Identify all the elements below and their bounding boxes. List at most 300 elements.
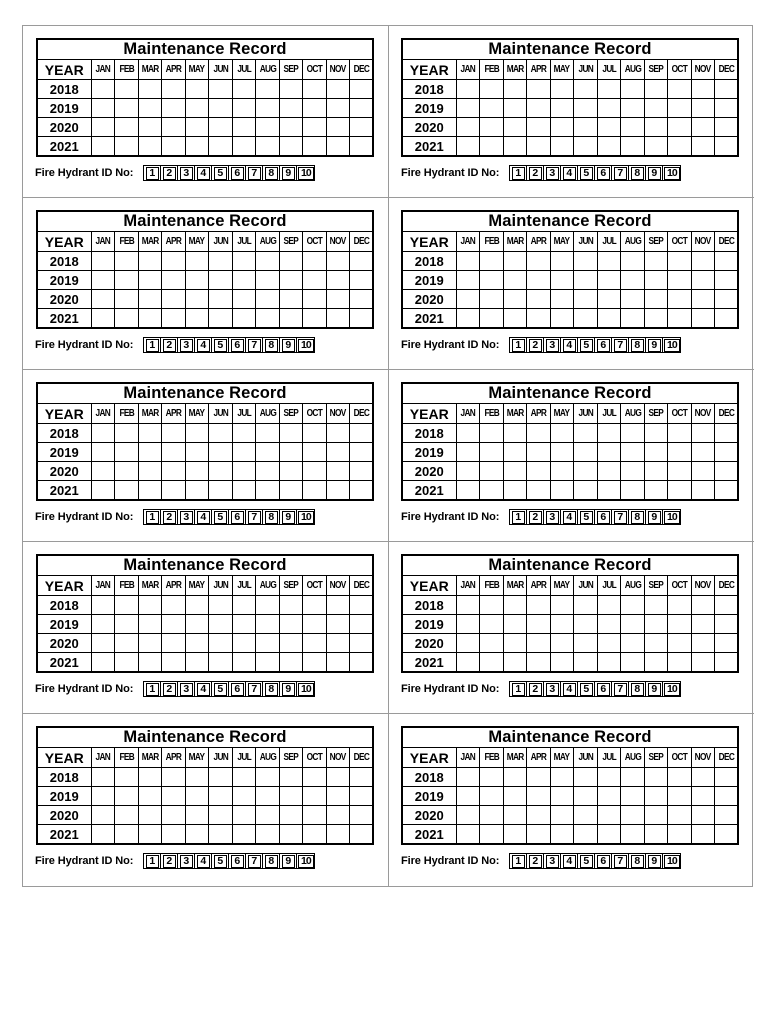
check-cell[interactable] bbox=[232, 271, 256, 290]
check-cell[interactable] bbox=[350, 634, 374, 653]
check-cell[interactable] bbox=[326, 99, 350, 118]
hydrant-id-box[interactable]: 9 bbox=[646, 510, 663, 524]
hydrant-id-box[interactable]: 3 bbox=[178, 166, 195, 180]
check-cell[interactable] bbox=[691, 252, 715, 271]
hydrant-id-box[interactable]: 8 bbox=[629, 338, 646, 352]
check-cell[interactable] bbox=[138, 137, 162, 157]
hydrant-id-box[interactable]: 6 bbox=[595, 854, 612, 868]
hydrant-id-box[interactable]: 7 bbox=[246, 682, 263, 696]
check-cell[interactable] bbox=[668, 615, 692, 634]
check-cell[interactable] bbox=[326, 118, 350, 137]
check-cell[interactable] bbox=[621, 271, 645, 290]
check-cell[interactable] bbox=[91, 118, 115, 137]
check-cell[interactable] bbox=[527, 309, 551, 329]
check-cell[interactable] bbox=[621, 825, 645, 845]
check-cell[interactable] bbox=[480, 615, 504, 634]
check-cell[interactable] bbox=[621, 309, 645, 329]
check-cell[interactable] bbox=[209, 271, 233, 290]
check-cell[interactable] bbox=[527, 768, 551, 787]
check-cell[interactable] bbox=[715, 481, 739, 501]
hydrant-id-box[interactable]: 3 bbox=[544, 338, 561, 352]
hydrant-id-box[interactable]: 1 bbox=[510, 338, 527, 352]
check-cell[interactable] bbox=[621, 615, 645, 634]
check-cell[interactable] bbox=[574, 424, 598, 443]
check-cell[interactable] bbox=[91, 596, 115, 615]
check-cell[interactable] bbox=[456, 137, 480, 157]
check-cell[interactable] bbox=[162, 271, 186, 290]
check-cell[interactable] bbox=[550, 309, 574, 329]
hydrant-id-box[interactable]: 9 bbox=[646, 854, 663, 868]
check-cell[interactable] bbox=[715, 80, 739, 99]
check-cell[interactable] bbox=[621, 596, 645, 615]
hydrant-id-box[interactable]: 1 bbox=[144, 854, 161, 868]
hydrant-id-box[interactable]: 1 bbox=[144, 338, 161, 352]
hydrant-id-box[interactable]: 3 bbox=[178, 854, 195, 868]
check-cell[interactable] bbox=[456, 615, 480, 634]
check-cell[interactable] bbox=[456, 252, 480, 271]
check-cell[interactable] bbox=[574, 481, 598, 501]
hydrant-id-box[interactable]: 9 bbox=[280, 338, 297, 352]
hydrant-id-box[interactable]: 7 bbox=[612, 338, 629, 352]
check-cell[interactable] bbox=[91, 634, 115, 653]
check-cell[interactable] bbox=[527, 653, 551, 673]
check-cell[interactable] bbox=[527, 806, 551, 825]
check-cell[interactable] bbox=[668, 271, 692, 290]
check-cell[interactable] bbox=[232, 481, 256, 501]
check-cell[interactable] bbox=[350, 137, 374, 157]
check-cell[interactable] bbox=[279, 462, 303, 481]
check-cell[interactable] bbox=[527, 137, 551, 157]
check-cell[interactable] bbox=[644, 290, 668, 309]
check-cell[interactable] bbox=[350, 825, 374, 845]
hydrant-id-box[interactable]: 5 bbox=[212, 510, 229, 524]
check-cell[interactable] bbox=[185, 653, 209, 673]
check-cell[interactable] bbox=[162, 424, 186, 443]
check-cell[interactable] bbox=[209, 80, 233, 99]
check-cell[interactable] bbox=[209, 290, 233, 309]
check-cell[interactable] bbox=[715, 462, 739, 481]
check-cell[interactable] bbox=[597, 615, 621, 634]
check-cell[interactable] bbox=[279, 787, 303, 806]
check-cell[interactable] bbox=[115, 443, 139, 462]
check-cell[interactable] bbox=[668, 768, 692, 787]
check-cell[interactable] bbox=[162, 290, 186, 309]
check-cell[interactable] bbox=[162, 137, 186, 157]
hydrant-id-box[interactable]: 8 bbox=[263, 854, 280, 868]
check-cell[interactable] bbox=[715, 596, 739, 615]
check-cell[interactable] bbox=[115, 596, 139, 615]
hydrant-id-box[interactable]: 7 bbox=[612, 682, 629, 696]
check-cell[interactable] bbox=[456, 806, 480, 825]
check-cell[interactable] bbox=[303, 290, 327, 309]
check-cell[interactable] bbox=[326, 596, 350, 615]
check-cell[interactable] bbox=[621, 462, 645, 481]
check-cell[interactable] bbox=[209, 806, 233, 825]
check-cell[interactable] bbox=[232, 443, 256, 462]
check-cell[interactable] bbox=[326, 290, 350, 309]
check-cell[interactable] bbox=[256, 787, 280, 806]
hydrant-id-box[interactable]: 1 bbox=[144, 166, 161, 180]
hydrant-id-box[interactable]: 9 bbox=[280, 166, 297, 180]
check-cell[interactable] bbox=[232, 80, 256, 99]
check-cell[interactable] bbox=[138, 768, 162, 787]
check-cell[interactable] bbox=[138, 806, 162, 825]
check-cell[interactable] bbox=[480, 80, 504, 99]
check-cell[interactable] bbox=[350, 290, 374, 309]
check-cell[interactable] bbox=[550, 787, 574, 806]
check-cell[interactable] bbox=[350, 481, 374, 501]
check-cell[interactable] bbox=[326, 424, 350, 443]
hydrant-id-box[interactable]: 8 bbox=[629, 854, 646, 868]
check-cell[interactable] bbox=[480, 443, 504, 462]
check-cell[interactable] bbox=[185, 271, 209, 290]
hydrant-id-box[interactable]: 4 bbox=[195, 854, 212, 868]
check-cell[interactable] bbox=[350, 424, 374, 443]
check-cell[interactable] bbox=[621, 424, 645, 443]
hydrant-id-box[interactable]: 9 bbox=[280, 682, 297, 696]
check-cell[interactable] bbox=[550, 290, 574, 309]
hydrant-id-box[interactable]: 3 bbox=[544, 166, 561, 180]
check-cell[interactable] bbox=[621, 137, 645, 157]
check-cell[interactable] bbox=[527, 596, 551, 615]
check-cell[interactable] bbox=[527, 615, 551, 634]
check-cell[interactable] bbox=[550, 424, 574, 443]
check-cell[interactable] bbox=[480, 118, 504, 137]
check-cell[interactable] bbox=[91, 481, 115, 501]
check-cell[interactable] bbox=[256, 99, 280, 118]
check-cell[interactable] bbox=[350, 787, 374, 806]
check-cell[interactable] bbox=[209, 787, 233, 806]
hydrant-id-box[interactable]: 1 bbox=[144, 510, 161, 524]
check-cell[interactable] bbox=[162, 634, 186, 653]
check-cell[interactable] bbox=[185, 309, 209, 329]
check-cell[interactable] bbox=[209, 634, 233, 653]
check-cell[interactable] bbox=[91, 309, 115, 329]
check-cell[interactable] bbox=[256, 806, 280, 825]
check-cell[interactable] bbox=[138, 118, 162, 137]
check-cell[interactable] bbox=[691, 615, 715, 634]
check-cell[interactable] bbox=[256, 118, 280, 137]
check-cell[interactable] bbox=[668, 596, 692, 615]
check-cell[interactable] bbox=[326, 787, 350, 806]
check-cell[interactable] bbox=[185, 424, 209, 443]
check-cell[interactable] bbox=[279, 424, 303, 443]
check-cell[interactable] bbox=[350, 653, 374, 673]
check-cell[interactable] bbox=[279, 615, 303, 634]
check-cell[interactable] bbox=[326, 768, 350, 787]
check-cell[interactable] bbox=[550, 825, 574, 845]
check-cell[interactable] bbox=[256, 615, 280, 634]
check-cell[interactable] bbox=[550, 252, 574, 271]
hydrant-id-box[interactable]: 10 bbox=[297, 166, 314, 180]
hydrant-id-box[interactable]: 3 bbox=[544, 682, 561, 696]
check-cell[interactable] bbox=[574, 787, 598, 806]
check-cell[interactable] bbox=[691, 462, 715, 481]
check-cell[interactable] bbox=[527, 99, 551, 118]
check-cell[interactable] bbox=[550, 99, 574, 118]
hydrant-id-box[interactable]: 10 bbox=[297, 338, 314, 352]
check-cell[interactable] bbox=[303, 137, 327, 157]
hydrant-id-box[interactable]: 10 bbox=[663, 510, 680, 524]
check-cell[interactable] bbox=[597, 768, 621, 787]
check-cell[interactable] bbox=[138, 615, 162, 634]
hydrant-id-box[interactable]: 7 bbox=[246, 510, 263, 524]
check-cell[interactable] bbox=[503, 768, 527, 787]
check-cell[interactable] bbox=[232, 118, 256, 137]
check-cell[interactable] bbox=[162, 481, 186, 501]
check-cell[interactable] bbox=[91, 653, 115, 673]
check-cell[interactable] bbox=[185, 825, 209, 845]
check-cell[interactable] bbox=[550, 768, 574, 787]
hydrant-id-box[interactable]: 10 bbox=[297, 854, 314, 868]
check-cell[interactable] bbox=[209, 309, 233, 329]
check-cell[interactable] bbox=[574, 252, 598, 271]
check-cell[interactable] bbox=[350, 271, 374, 290]
check-cell[interactable] bbox=[91, 424, 115, 443]
check-cell[interactable] bbox=[256, 252, 280, 271]
check-cell[interactable] bbox=[527, 825, 551, 845]
check-cell[interactable] bbox=[668, 806, 692, 825]
check-cell[interactable] bbox=[550, 443, 574, 462]
hydrant-id-box[interactable]: 9 bbox=[646, 166, 663, 180]
check-cell[interactable] bbox=[527, 481, 551, 501]
hydrant-id-box[interactable]: 4 bbox=[561, 338, 578, 352]
check-cell[interactable] bbox=[691, 768, 715, 787]
check-cell[interactable] bbox=[350, 99, 374, 118]
check-cell[interactable] bbox=[715, 252, 739, 271]
check-cell[interactable] bbox=[256, 271, 280, 290]
check-cell[interactable] bbox=[115, 481, 139, 501]
check-cell[interactable] bbox=[232, 787, 256, 806]
check-cell[interactable] bbox=[644, 80, 668, 99]
check-cell[interactable] bbox=[691, 596, 715, 615]
check-cell[interactable] bbox=[115, 615, 139, 634]
hydrant-id-box[interactable]: 10 bbox=[663, 854, 680, 868]
check-cell[interactable] bbox=[185, 290, 209, 309]
hydrant-id-box[interactable]: 6 bbox=[229, 338, 246, 352]
hydrant-id-box[interactable]: 7 bbox=[612, 166, 629, 180]
check-cell[interactable] bbox=[115, 252, 139, 271]
check-cell[interactable] bbox=[256, 424, 280, 443]
check-cell[interactable] bbox=[91, 99, 115, 118]
check-cell[interactable] bbox=[303, 825, 327, 845]
check-cell[interactable] bbox=[574, 825, 598, 845]
hydrant-id-box[interactable]: 5 bbox=[578, 682, 595, 696]
hydrant-id-box[interactable]: 4 bbox=[195, 510, 212, 524]
check-cell[interactable] bbox=[480, 806, 504, 825]
check-cell[interactable] bbox=[621, 252, 645, 271]
check-cell[interactable] bbox=[691, 80, 715, 99]
check-cell[interactable] bbox=[91, 252, 115, 271]
check-cell[interactable] bbox=[715, 99, 739, 118]
check-cell[interactable] bbox=[691, 787, 715, 806]
hydrant-id-box[interactable]: 6 bbox=[229, 510, 246, 524]
check-cell[interactable] bbox=[326, 615, 350, 634]
check-cell[interactable] bbox=[550, 462, 574, 481]
check-cell[interactable] bbox=[691, 118, 715, 137]
check-cell[interactable] bbox=[668, 481, 692, 501]
check-cell[interactable] bbox=[162, 80, 186, 99]
hydrant-id-box[interactable]: 2 bbox=[527, 166, 544, 180]
check-cell[interactable] bbox=[162, 252, 186, 271]
check-cell[interactable] bbox=[232, 309, 256, 329]
check-cell[interactable] bbox=[209, 424, 233, 443]
check-cell[interactable] bbox=[162, 309, 186, 329]
check-cell[interactable] bbox=[644, 806, 668, 825]
check-cell[interactable] bbox=[138, 99, 162, 118]
check-cell[interactable] bbox=[668, 825, 692, 845]
check-cell[interactable] bbox=[715, 290, 739, 309]
hydrant-id-box[interactable]: 4 bbox=[561, 682, 578, 696]
check-cell[interactable] bbox=[715, 768, 739, 787]
check-cell[interactable] bbox=[232, 137, 256, 157]
check-cell[interactable] bbox=[503, 118, 527, 137]
check-cell[interactable] bbox=[621, 806, 645, 825]
check-cell[interactable] bbox=[480, 653, 504, 673]
check-cell[interactable] bbox=[527, 118, 551, 137]
check-cell[interactable] bbox=[303, 481, 327, 501]
check-cell[interactable] bbox=[480, 596, 504, 615]
check-cell[interactable] bbox=[597, 271, 621, 290]
check-cell[interactable] bbox=[350, 768, 374, 787]
check-cell[interactable] bbox=[527, 787, 551, 806]
check-cell[interactable] bbox=[326, 653, 350, 673]
check-cell[interactable] bbox=[621, 80, 645, 99]
check-cell[interactable] bbox=[138, 443, 162, 462]
hydrant-id-box[interactable]: 2 bbox=[161, 854, 178, 868]
hydrant-id-box[interactable]: 3 bbox=[178, 338, 195, 352]
hydrant-id-box[interactable]: 8 bbox=[629, 682, 646, 696]
hydrant-id-box[interactable]: 1 bbox=[510, 510, 527, 524]
check-cell[interactable] bbox=[597, 99, 621, 118]
check-cell[interactable] bbox=[597, 806, 621, 825]
check-cell[interactable] bbox=[644, 653, 668, 673]
check-cell[interactable] bbox=[326, 634, 350, 653]
hydrant-id-box[interactable]: 8 bbox=[263, 166, 280, 180]
check-cell[interactable] bbox=[597, 118, 621, 137]
check-cell[interactable] bbox=[115, 309, 139, 329]
check-cell[interactable] bbox=[185, 806, 209, 825]
check-cell[interactable] bbox=[621, 634, 645, 653]
check-cell[interactable] bbox=[691, 806, 715, 825]
check-cell[interactable] bbox=[162, 615, 186, 634]
check-cell[interactable] bbox=[503, 99, 527, 118]
check-cell[interactable] bbox=[456, 825, 480, 845]
check-cell[interactable] bbox=[527, 424, 551, 443]
check-cell[interactable] bbox=[162, 653, 186, 673]
check-cell[interactable] bbox=[480, 137, 504, 157]
check-cell[interactable] bbox=[644, 137, 668, 157]
check-cell[interactable] bbox=[256, 825, 280, 845]
check-cell[interactable] bbox=[550, 481, 574, 501]
check-cell[interactable] bbox=[644, 309, 668, 329]
check-cell[interactable] bbox=[456, 118, 480, 137]
check-cell[interactable] bbox=[91, 271, 115, 290]
check-cell[interactable] bbox=[91, 806, 115, 825]
check-cell[interactable] bbox=[503, 634, 527, 653]
check-cell[interactable] bbox=[668, 634, 692, 653]
check-cell[interactable] bbox=[456, 309, 480, 329]
check-cell[interactable] bbox=[715, 634, 739, 653]
hydrant-id-box[interactable]: 2 bbox=[161, 682, 178, 696]
check-cell[interactable] bbox=[715, 137, 739, 157]
check-cell[interactable] bbox=[232, 615, 256, 634]
check-cell[interactable] bbox=[621, 290, 645, 309]
check-cell[interactable] bbox=[115, 137, 139, 157]
check-cell[interactable] bbox=[574, 443, 598, 462]
check-cell[interactable] bbox=[279, 309, 303, 329]
check-cell[interactable] bbox=[350, 118, 374, 137]
check-cell[interactable] bbox=[209, 118, 233, 137]
check-cell[interactable] bbox=[326, 806, 350, 825]
check-cell[interactable] bbox=[644, 118, 668, 137]
hydrant-id-box[interactable]: 4 bbox=[195, 166, 212, 180]
check-cell[interactable] bbox=[574, 80, 598, 99]
check-cell[interactable] bbox=[185, 768, 209, 787]
check-cell[interactable] bbox=[115, 825, 139, 845]
check-cell[interactable] bbox=[232, 596, 256, 615]
hydrant-id-box[interactable]: 5 bbox=[578, 854, 595, 868]
check-cell[interactable] bbox=[326, 271, 350, 290]
hydrant-id-box[interactable]: 2 bbox=[527, 854, 544, 868]
check-cell[interactable] bbox=[715, 787, 739, 806]
hydrant-id-box[interactable]: 9 bbox=[646, 682, 663, 696]
check-cell[interactable] bbox=[91, 462, 115, 481]
check-cell[interactable] bbox=[621, 787, 645, 806]
check-cell[interactable] bbox=[256, 768, 280, 787]
hydrant-id-box[interactable]: 5 bbox=[212, 166, 229, 180]
hydrant-id-box[interactable]: 6 bbox=[229, 854, 246, 868]
check-cell[interactable] bbox=[503, 825, 527, 845]
hydrant-id-box[interactable]: 5 bbox=[212, 338, 229, 352]
check-cell[interactable] bbox=[574, 99, 598, 118]
check-cell[interactable] bbox=[668, 424, 692, 443]
check-cell[interactable] bbox=[326, 137, 350, 157]
check-cell[interactable] bbox=[480, 99, 504, 118]
check-cell[interactable] bbox=[326, 80, 350, 99]
check-cell[interactable] bbox=[209, 99, 233, 118]
check-cell[interactable] bbox=[621, 99, 645, 118]
check-cell[interactable] bbox=[162, 596, 186, 615]
check-cell[interactable] bbox=[527, 290, 551, 309]
check-cell[interactable] bbox=[480, 462, 504, 481]
check-cell[interactable] bbox=[527, 462, 551, 481]
hydrant-id-box[interactable]: 4 bbox=[561, 854, 578, 868]
hydrant-id-box[interactable]: 8 bbox=[263, 338, 280, 352]
check-cell[interactable] bbox=[503, 80, 527, 99]
check-cell[interactable] bbox=[503, 424, 527, 443]
check-cell[interactable] bbox=[480, 787, 504, 806]
check-cell[interactable] bbox=[668, 118, 692, 137]
check-cell[interactable] bbox=[668, 462, 692, 481]
check-cell[interactable] bbox=[303, 309, 327, 329]
check-cell[interactable] bbox=[574, 309, 598, 329]
check-cell[interactable] bbox=[138, 80, 162, 99]
check-cell[interactable] bbox=[597, 825, 621, 845]
check-cell[interactable] bbox=[326, 825, 350, 845]
hydrant-id-box[interactable]: 5 bbox=[212, 682, 229, 696]
check-cell[interactable] bbox=[715, 309, 739, 329]
hydrant-id-box[interactable]: 7 bbox=[246, 854, 263, 868]
hydrant-id-box[interactable]: 1 bbox=[510, 682, 527, 696]
check-cell[interactable] bbox=[185, 99, 209, 118]
hydrant-id-box[interactable]: 2 bbox=[161, 166, 178, 180]
check-cell[interactable] bbox=[550, 806, 574, 825]
check-cell[interactable] bbox=[597, 80, 621, 99]
check-cell[interactable] bbox=[597, 137, 621, 157]
check-cell[interactable] bbox=[326, 309, 350, 329]
check-cell[interactable] bbox=[456, 768, 480, 787]
